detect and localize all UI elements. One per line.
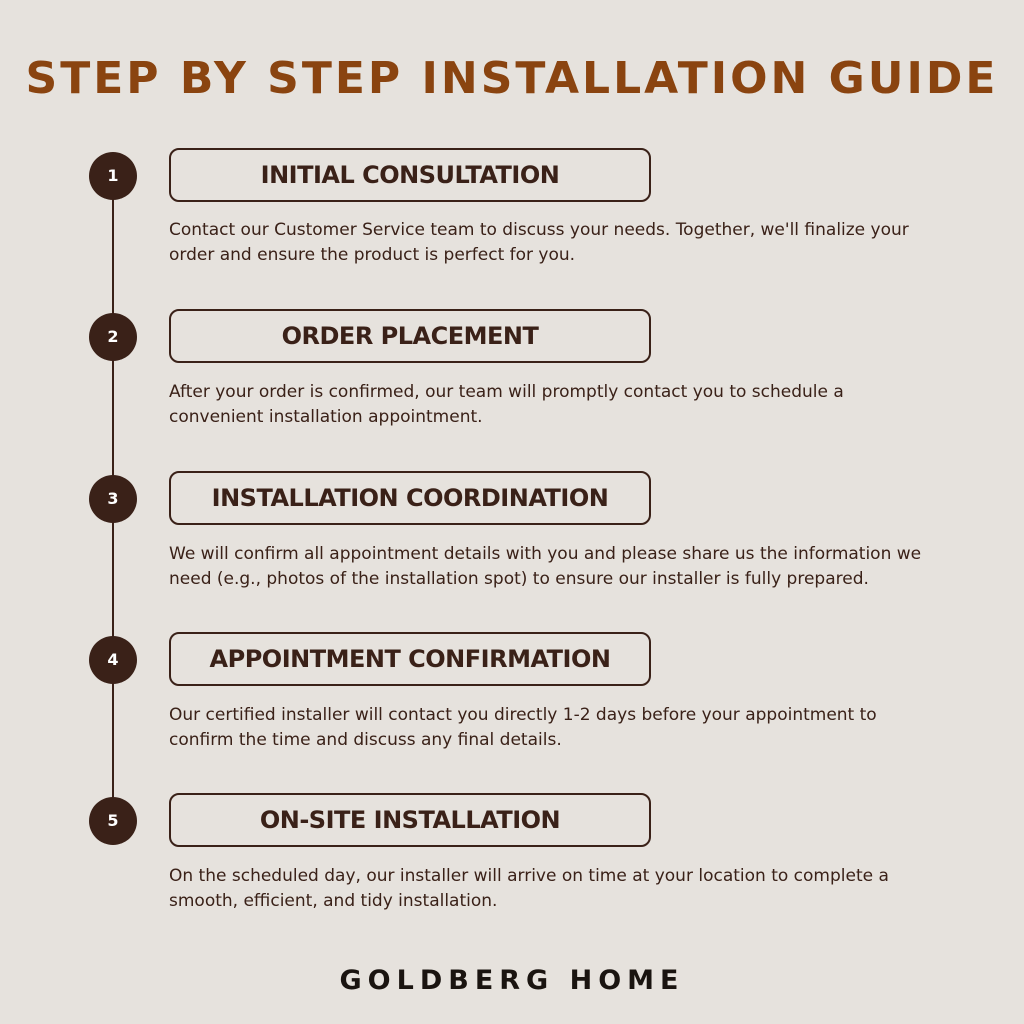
step-title-box <box>169 148 651 202</box>
step-title: ON-SITE INSTALLATION <box>259 806 561 834</box>
step-title-box <box>169 793 651 847</box>
step-number-badge: 2 <box>89 313 137 361</box>
step-title-box <box>169 309 651 363</box>
step-description: Our certified installer will contact you directly 1-2 days before your appointment to confirm the time and discuss any final details. <box>169 705 877 750</box>
step-title: ORDER PLACEMENT <box>281 322 539 350</box>
step-title-box <box>169 471 651 525</box>
step-title: INSTALLATION COORDINATION <box>211 484 609 512</box>
step-number-badge: 1 <box>89 152 137 200</box>
step-description: Contact our Customer Service team to discuss your needs. Together, we'll finalize your order and ensure the product is perfect for you. <box>169 220 909 265</box>
brand-name: GOLDBERG HOME <box>339 965 685 996</box>
step-number-badge: 3 <box>89 475 137 523</box>
step-number-badge: 4 <box>89 636 137 684</box>
step-description: On the scheduled day, our installer will arrive on time at your location to complete a smooth, efficient, and tidy installation. <box>169 866 889 911</box>
step-title-box <box>169 632 651 686</box>
step-title: APPOINTMENT CONFIRMATION <box>209 645 611 673</box>
page-title: STEP BY STEP INSTALLATION GUIDE <box>25 53 999 104</box>
step-description: After your order is confirmed, our team will promptly contact you to schedule a convenient installation appointment. <box>169 382 844 427</box>
step-title: INITIAL CONSULTATION <box>260 161 560 189</box>
step-description: We will confirm all appointment details with you and please share us the information we need (e.g., photos of the installation spot) to ensure our installer is fully prepared. <box>169 544 922 589</box>
step-number-badge: 5 <box>89 797 137 845</box>
